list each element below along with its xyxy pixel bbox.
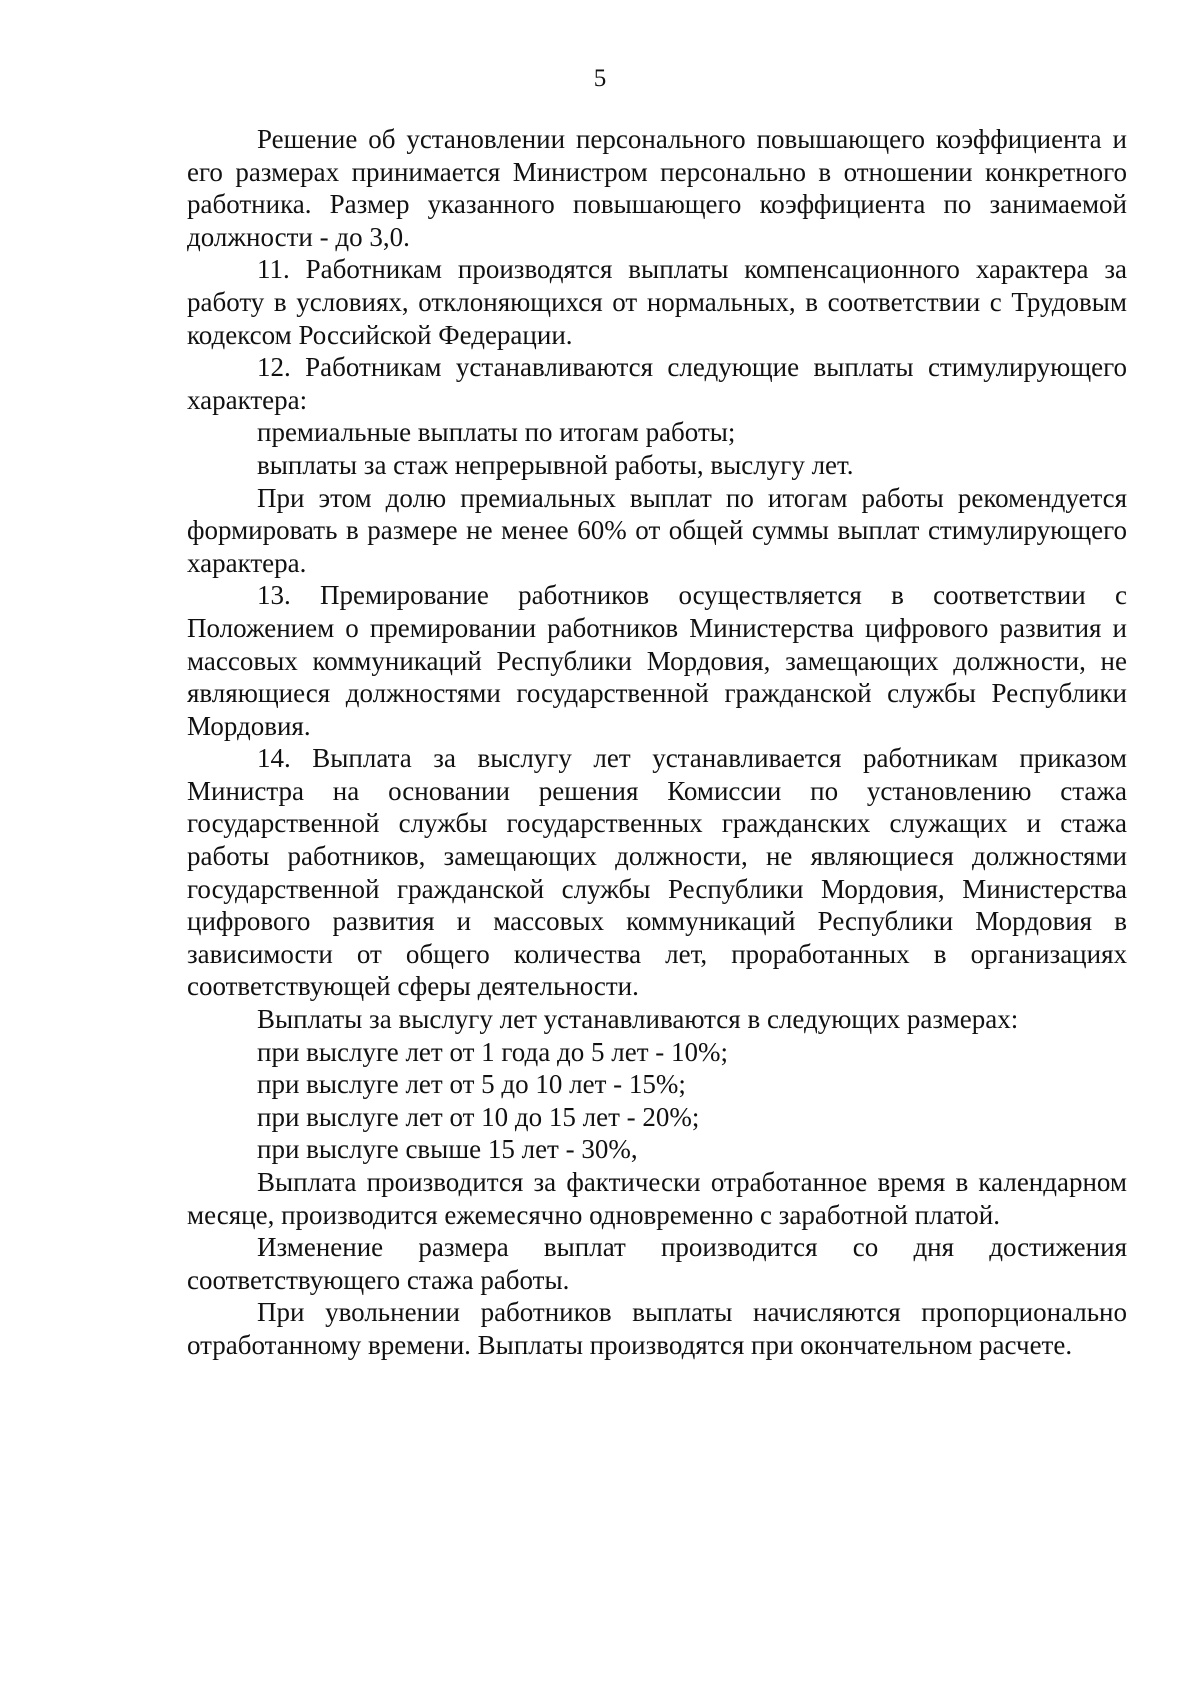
list-item-rate-10-15: при выслуге лет от 10 до 15 лет - 20%; bbox=[257, 1101, 700, 1132]
paragraph-seniority-rates-intro: Выплаты за выслугу лет устанавливаются в следующих размерах: bbox=[257, 1004, 1019, 1035]
list-item-rate-over-15: при выслуге свыше 15 лет - 30%, bbox=[257, 1134, 638, 1165]
list-item-rate-1-5: при выслуге лет от 1 года до 5 лет - 10%; bbox=[257, 1036, 728, 1067]
paragraph-item-14: 14. Выплата за выслугу лет устанавливается работникам приказом Министра на основании решения Комиссии по установлению стажа государственной службы государственных гражданских служащих и стажа работы работников, замещающих должности, не являющиеся должностями государственной гражданской службы Республики Мордовия, Министерства цифрового развития и массовых коммуникаций Республики Мордовия в зависимости от общего количества лет, проработанных в организациях соответствующей сферы деятельности. bbox=[187, 743, 1127, 1002]
paragraph-item-13: 13. Премирование работников осуществляется в соответствии с Положением о премировании работников Министерства цифрового развития и массовых коммуникаций Республики Мордовия, замещающих должности, не являющиеся должностями государственной гражданской службы Республики Мордовия. bbox=[187, 580, 1127, 741]
list-item-rate-5-10: при выслуге лет от 5 до 10 лет - 15%; bbox=[257, 1069, 686, 1100]
paragraph-payment-timing: Выплата производится за фактически отработанное время в календарном месяце, производится ежемесячно одновременно с заработной платой. bbox=[187, 1167, 1127, 1230]
page-number: 5 bbox=[593, 65, 607, 92]
paragraph-coefficient-decision: Решение об установлении персонального повышающего коэффициента и его размерах принимается Министром персонально в отношении конкретного работника. Размер указанного повышающего коэффициента по занимаемой должности - до 3,0. bbox=[187, 124, 1127, 252]
paragraph-item-12: 12. Работникам устанавливаются следующие выплаты стимулирующего характера: bbox=[187, 352, 1127, 415]
list-item-bonus-payments: премиальные выплаты по итогам работы; bbox=[257, 417, 736, 448]
list-item-seniority-payments: выплаты за стаж непрерывной работы, выслугу лет. bbox=[257, 449, 854, 480]
paragraph-dismissal: При увольнении работников выплаты начисляются пропорционально отработанному времени. Выплаты производятся при окончательном расчете. bbox=[187, 1297, 1127, 1360]
paragraph-bonus-share: При этом долю премиальных выплат по итогам работы рекомендуется формировать в размере не менее 60% от общей суммы выплат стимулирующего характера. bbox=[187, 482, 1127, 578]
paragraph-rate-change: Изменение размера выплат производится со дня достижения соответствующего стажа работы. bbox=[187, 1232, 1127, 1295]
document-body bbox=[187, 123, 1127, 1362]
paragraph-item-11: 11. Работникам производятся выплаты компенсационного характера за работу в условиях, отклоняющихся от нормальных, в соответствии с Трудовым кодексом Российской Федерации. bbox=[187, 254, 1127, 350]
